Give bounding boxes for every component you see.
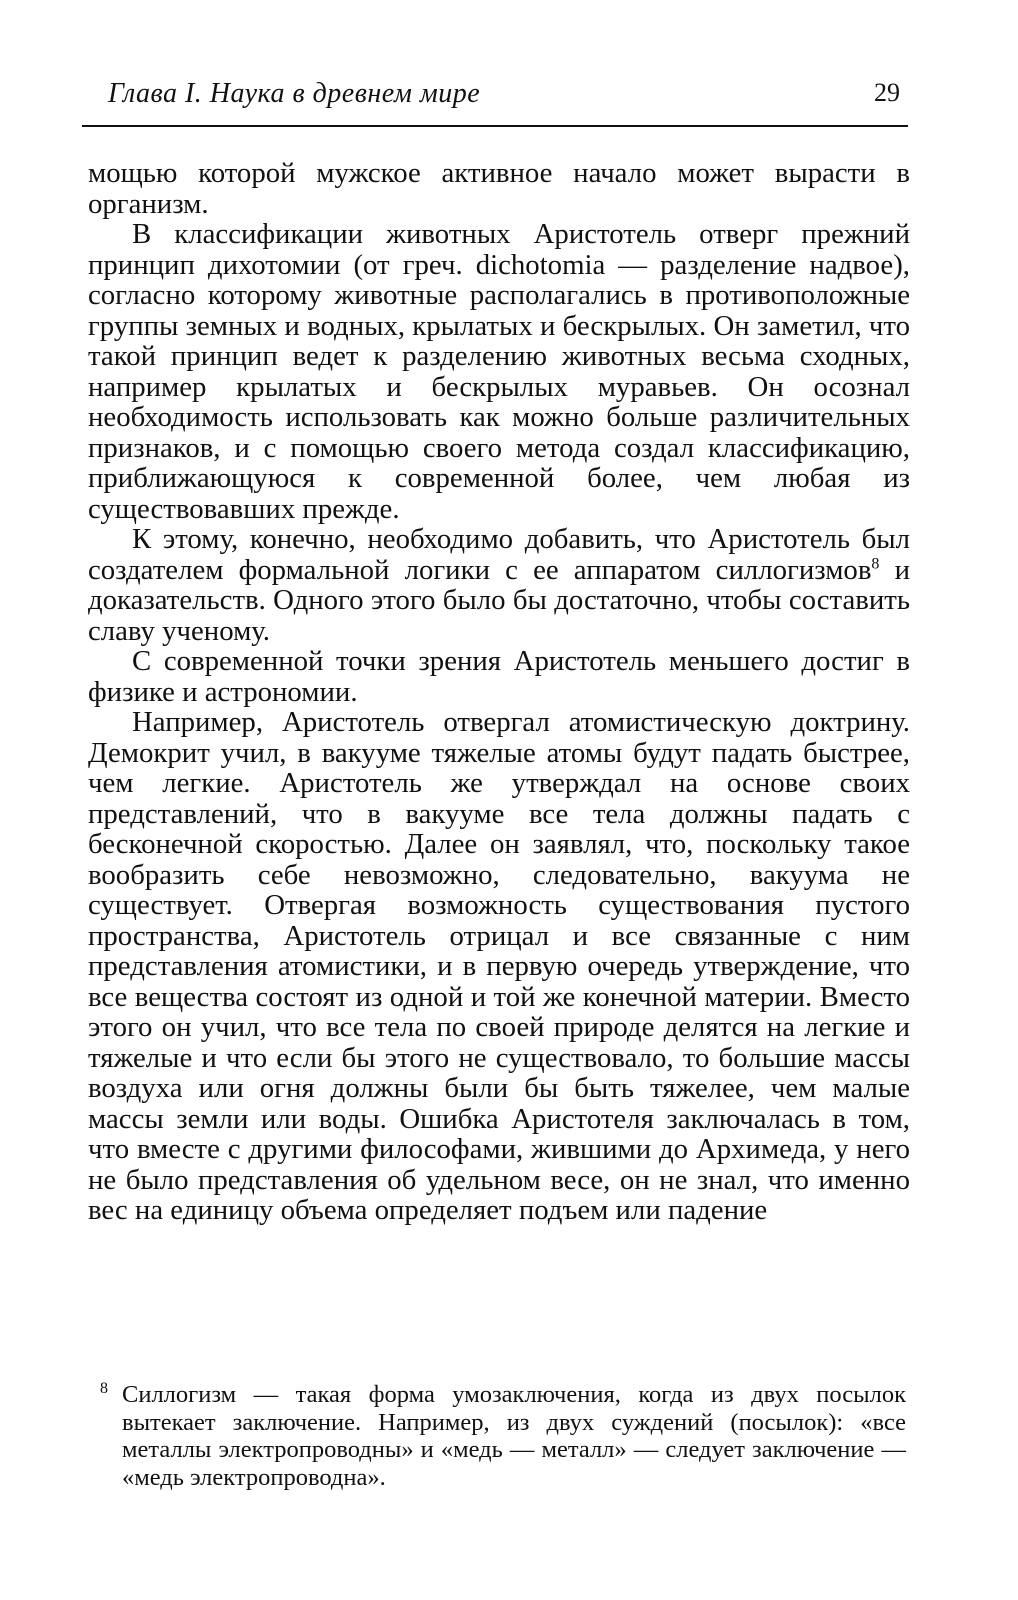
paragraph-continuation: мощью которой мужское активное начало может вырасти в организм.: [88, 157, 910, 220]
footnote-text: Силлогизм — такая форма умозаключения, когда из двух посылок вытекает заключение. Например, из двух суждений (посылок): «все металлы электропроводны» и «медь — металл» — следует заключение — «медь электропроводна».: [122, 1381, 906, 1491]
paragraph-physics-astronomy: С современной точки зрения Аристотель меньшего достиг в физике и астрономии.: [88, 645, 910, 708]
page-number: 29: [874, 78, 900, 107]
paragraph-classification: В классификации животных Аристотель отверг прежний принцип дихотомии (от греч. dichotomia — разделение надвое), согласно которому животные располагались в противоположные группы земных и водных, крылатых и бескрылых. Он заметил, что такой принцип ведет к разделению животных весьма сходных, например крылатых и бескрылых муравьев. Он осознал необходимость использовать как можно больше различительных признаков, и с помощью своего метода создал классификацию, приближающуюся к современной более, чем любая из существовавших прежде.: [88, 218, 910, 525]
paragraph-text: и доказательств. Одного этого было бы достаточно, чтобы составить славу ученому.: [88, 553, 910, 647]
running-title: Глава I. Наука в древнем мире: [108, 78, 481, 109]
footnote-reference[interactable]: 8: [871, 554, 880, 572]
footnote-marker: 8: [100, 1380, 108, 1397]
footnote: [100, 1381, 906, 1491]
paragraph-text: К этому, конечно, необходимо добавить, что Аристотель был создателем формальной логики с ее аппаратом силлогизмов: [88, 523, 910, 586]
paragraph-atomism: Например, Аристотель отвергал атомистическую доктрину. Демокрит учил, в вакууме тяжелые атомы будут падать быстрее, чем легкие. Аристотель же утверждал на основе своих представлений, что в вакууме все тела должны падать с бесконечной скоростью. Далее он заявлял, что, поскольку такое вообразить себе невозможно, следовательно, вакуума не существует. Отвергая возможность существования пустого пространства, Аристотель отрицал и все связанные с ним представления атомистики, и в первую очередь утверждение, что все вещества состоят из одной и той же конечной материи. Вместо этого он учил, что все тела по своей природе делятся на легкие и тяжелые и что если бы этого не существовало, то большие массы воздуха или огня должны были бы быть тяжелее, чем малые массы земли или воды. Ошибка Аристотеля заключалась в том, что вместе с другими философами, жившими до Архимеда, у него не было представления об удельном весе, он не знал, что именно вес на единицу объема определяет подъем или падение: [88, 706, 910, 1226]
main-text: [88, 158, 910, 1226]
running-header: [108, 78, 908, 118]
header-rule: [82, 125, 908, 127]
paragraph-formal-logic: [88, 524, 910, 646]
